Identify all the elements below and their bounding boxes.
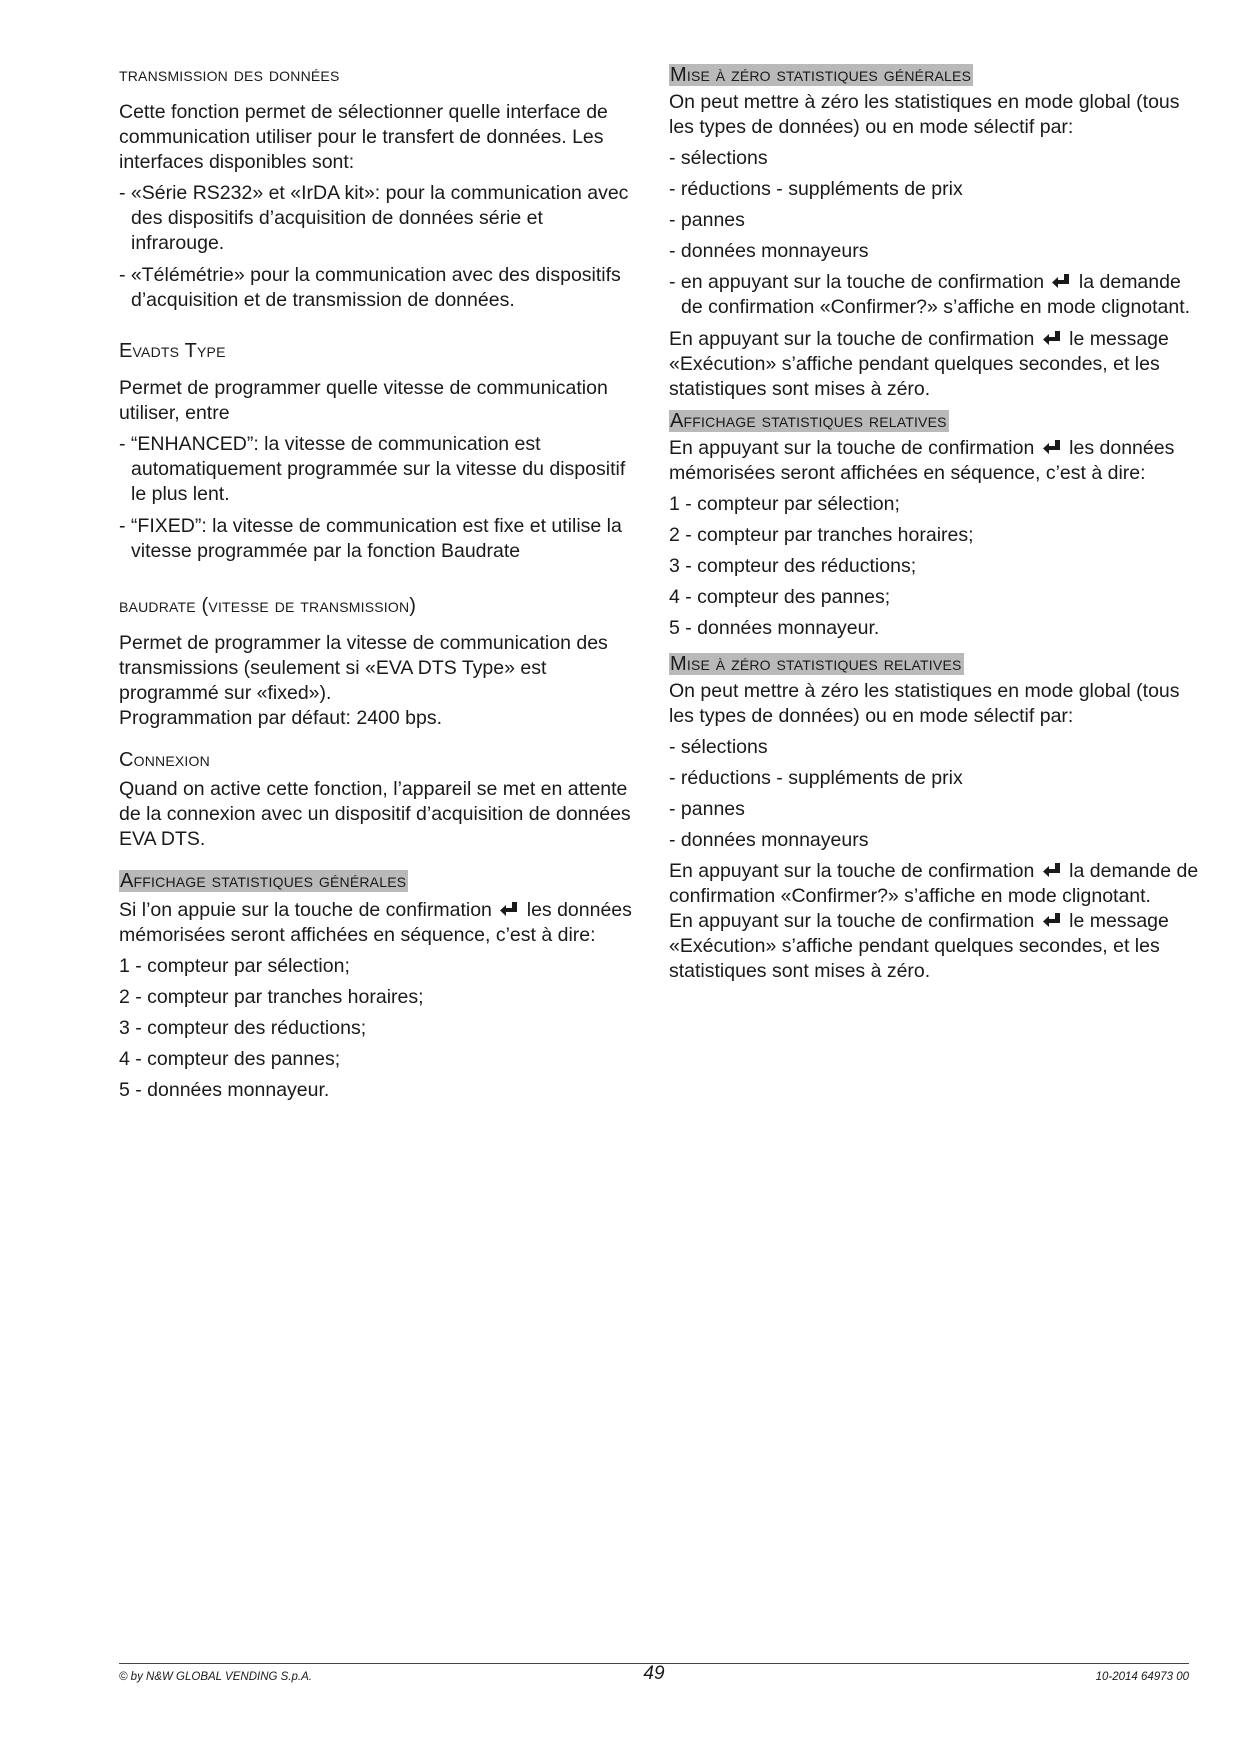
enter-key-icon <box>1051 273 1071 290</box>
page-number: 49 <box>643 1663 665 1684</box>
list-item: - sélections <box>669 736 768 758</box>
enter-key-icon <box>1042 330 1062 347</box>
enter-key-icon <box>1042 862 1062 879</box>
list-item: 5 - données monnayeur. <box>119 1079 330 1101</box>
list-item: - données monnayeurs <box>669 240 869 262</box>
list-item: - “FIXED”: la vitesse de communication est fixe et utilise la vitesse programmée par la fonction Baudrate <box>119 515 622 562</box>
paragraph: Permet de programmer quelle vitesse de communication utiliser, entre <box>119 377 608 424</box>
list-item: 2 - compteur par tranches horaires; <box>119 986 424 1008</box>
list-item: - sélections <box>669 147 768 169</box>
list-item: - pannes <box>669 798 745 820</box>
copyright: © by N&W GLOBAL VENDING S.p.A. <box>119 1671 312 1683</box>
list-item: 2 - compteur par tranches horaires; <box>669 524 974 546</box>
list-item: - «Télémétrie» pour la communication avec des dispositifs d’acquisition et de transmission de données. <box>119 264 621 311</box>
document-reference: 10-2014 64973 00 <box>1095 1671 1189 1683</box>
list-item: 5 - données monnayeur. <box>669 617 880 639</box>
list-item: - réductions - suppléments de prix <box>669 178 963 200</box>
list-item: 4 - compteur des pannes; <box>119 1048 341 1070</box>
paragraph: Programmation par défaut: 2400 bps. <box>119 707 443 729</box>
list-item: 1 - compteur par sélection; <box>119 955 350 977</box>
heading-mise-a-zero-statistiques-generales: Mise à zéro statistiques générales <box>670 64 972 86</box>
paragraph: On peut mettre à zéro les statistiques en mode global (tous les types de données) ou en mode sélectif par: <box>669 91 1180 138</box>
list-item: 3 - compteur des réductions; <box>669 555 917 577</box>
heading-transmission-donnees: transmission des données <box>119 64 340 86</box>
list-item: 1 - compteur par sélection; <box>669 493 900 515</box>
enter-key-icon <box>1042 439 1062 456</box>
list-item: 3 - compteur des réductions; <box>119 1017 367 1039</box>
list-item: - réductions - suppléments de prix <box>669 767 963 789</box>
paragraph: Cette fonction permet de sélectionner quelle interface de communication utiliser pour le transfert de données. Les interfaces disponibles sont: <box>119 101 608 173</box>
heading-connexion: Connexion <box>119 749 210 771</box>
paragraph: Permet de programmer la vitesse de communication des transmissions (seulement si «EVA DTS Type» est programmé sur «fixed»). <box>119 632 608 704</box>
list-item: - pannes <box>669 209 745 231</box>
left-column <box>119 62 639 1109</box>
paragraph: En appuyant sur la touche de confirmation les données mémorisées seront affichées en séquence, c’est à dire: <box>669 437 1175 484</box>
right-column <box>669 62 1199 990</box>
paragraph: Quand on active cette fonction, l’appareil se met en attente de la connexion avec un dispositif d’acquisition de données EVA DTS. <box>119 778 631 850</box>
heading-affichage-statistiques-relatives: Affichage statistiques relatives <box>670 410 947 432</box>
paragraph: En appuyant sur la touche de confirmation le message «Exécution» s’affiche pendant quelques secondes, et les statistiques sont mises à zéro. <box>669 328 1169 400</box>
heading-affichage-statistiques-generales: Affichage statistiques générales <box>120 870 407 892</box>
paragraph: En appuyant sur la touche de confirmation le message «Exécution» s’affiche pendant quelques secondes, et les statistiques sont mises à zéro. <box>669 910 1169 982</box>
list-item: - données monnayeurs <box>669 829 869 851</box>
page-footer <box>119 1663 1189 1694</box>
heading-evadts-type: Evadts Type <box>119 340 226 362</box>
heading-baudrate: baudrate (vitesse de transmission) <box>119 595 417 617</box>
enter-key-icon <box>1042 912 1062 929</box>
list-item: - «Série RS232» et «IrDA kit»: pour la communication avec des dispositifs d’acquisition de données série et infrarouge. <box>119 182 629 254</box>
enter-key-icon <box>499 901 519 918</box>
list-item: - en appuyant sur la touche de confirmation la demande de confirmation «Confirmer?» s’affiche en mode clignotant. <box>669 271 1191 318</box>
paragraph: On peut mettre à zéro les statistiques en mode global (tous les types de données) ou en mode sélectif par: <box>669 680 1180 727</box>
list-item: - “ENHANCED”: la vitesse de communication est automatiquement programmée sur la vitesse du dispositif le plus lent. <box>119 433 626 505</box>
heading-mise-a-zero-statistiques-relatives: Mise à zéro statistiques relatives <box>670 653 962 675</box>
paragraph: En appuyant sur la touche de confirmation la demande de confirmation «Confirmer?» s’affiche en mode clignotant. <box>669 860 1199 907</box>
list-item: 4 - compteur des pannes; <box>669 586 891 608</box>
paragraph: Si l’on appuie sur la touche de confirmation les données mémorisées seront affichées en séquence, c’est à dire: <box>119 899 632 946</box>
